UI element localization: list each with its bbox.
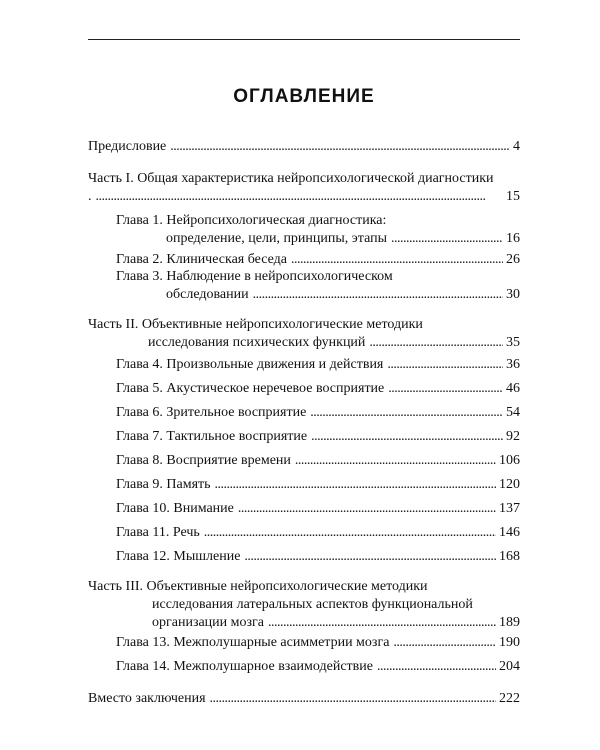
toc-entry-ch6[interactable] — [116, 404, 520, 422]
toc-entry-text: Глава 4. Произвольные движения и действия — [116, 357, 384, 372]
toc-entry-part2[interactable] — [148, 334, 520, 352]
toc-page-number: 137 — [499, 501, 520, 516]
toc-page-number: 106 — [499, 453, 520, 468]
toc-entry-ch9[interactable] — [116, 476, 520, 494]
leader-dots — [391, 230, 503, 248]
toc-entry-text: Глава 8. Восприятие времени — [116, 453, 291, 468]
toc-page-number: 204 — [499, 659, 520, 674]
toc-page-number: 46 — [506, 381, 520, 396]
leader-dots — [96, 188, 504, 206]
toc-entry-text: . — [88, 189, 92, 204]
leader-dots — [387, 356, 503, 374]
toc-part3-title[interactable]: Часть III. Объективные нейропсихологические методики — [88, 579, 428, 594]
leader-dots — [253, 286, 503, 304]
toc-page-number: 222 — [499, 691, 520, 706]
toc-page-number: 168 — [499, 549, 520, 564]
toc-page-number: 30 — [506, 287, 520, 302]
toc-entry-text: Глава 7. Тактильное восприятие — [116, 429, 308, 444]
toc-page-number: 189 — [499, 615, 520, 630]
toc-entry-text: Глава 10. Внимание — [116, 501, 234, 516]
toc-entry-part1[interactable] — [88, 188, 520, 206]
toc-entry-ch3[interactable] — [166, 286, 520, 304]
leader-dots — [204, 524, 496, 542]
leader-dots — [238, 500, 496, 518]
toc-entry-text: организации мозга — [152, 615, 265, 630]
leader-dots — [210, 690, 496, 708]
toc-entry-text: Глава 13. Межполушарные асимметрии мозга — [116, 635, 390, 650]
leader-dots — [393, 634, 496, 652]
toc-entry-text: Предисловие — [88, 139, 167, 154]
toc-entry-text: Глава 11. Речь — [116, 525, 200, 540]
leader-dots — [268, 614, 496, 632]
toc-entry-text: Глава 6. Зрительное восприятие — [116, 405, 307, 420]
toc-entry-ch7[interactable] — [116, 428, 520, 446]
toc-entry-ch14[interactable] — [116, 658, 520, 676]
toc-page-number: 92 — [506, 429, 520, 444]
toc-page-number: 4 — [513, 139, 520, 154]
leader-dots — [291, 251, 503, 269]
toc-entry-ch1[interactable] — [166, 230, 520, 248]
toc-page-number: 35 — [506, 335, 520, 350]
leader-dots — [369, 334, 503, 352]
toc-ch1-title[interactable]: Глава 1. Нейропсихологическая диагностика: — [116, 213, 387, 228]
toc-entry-text: Глава 5. Акустическое неречевое восприятие — [116, 381, 385, 396]
toc-page-number: 146 — [499, 525, 520, 540]
toc-entry-ch12[interactable] — [116, 548, 520, 566]
toc-part2-title[interactable]: Часть II. Объективные нейропсихологические методики — [88, 317, 423, 332]
toc-page-number: 36 — [506, 357, 520, 372]
toc-page-number: 190 — [499, 635, 520, 650]
toc-entry-ch4[interactable] — [116, 356, 520, 374]
toc-entry-ch5[interactable] — [116, 380, 520, 398]
toc-part3-title-cont[interactable]: исследования латеральных аспектов функциональной — [152, 597, 473, 612]
leader-dots — [311, 428, 503, 446]
toc-entry-ch11[interactable] — [116, 524, 520, 542]
toc-page-number: 54 — [506, 405, 520, 420]
toc-page-number: 26 — [506, 252, 520, 267]
page-title: ОГЛАВЛЕНИЕ — [233, 86, 375, 107]
toc-entry-text: исследования психических функций — [148, 335, 366, 350]
toc-page-number: 16 — [506, 231, 520, 246]
toc-entry-conclusion[interactable] — [88, 690, 520, 708]
leader-dots — [377, 658, 496, 676]
leader-dots — [295, 452, 496, 470]
toc-entry-preface[interactable] — [88, 138, 520, 156]
leader-dots — [170, 138, 510, 156]
toc-part1-title[interactable]: Часть I. Общая характеристика нейропсихологической диагностики — [88, 171, 494, 186]
toc-page-number: 15 — [506, 189, 520, 204]
toc-entry-ch8[interactable] — [116, 452, 520, 470]
toc-entry-ch10[interactable] — [116, 500, 520, 518]
leader-dots — [388, 380, 503, 398]
toc-entry-ch13[interactable] — [116, 634, 520, 652]
toc-entry-text: Глава 14. Межполушарное взаимодействие — [116, 659, 373, 674]
toc-entry-text: Глава 12. Мышление — [116, 549, 241, 564]
toc-entry-text: Глава 9. Память — [116, 477, 211, 492]
leader-dots — [310, 404, 503, 422]
toc-entry-text: обследовании — [166, 287, 249, 302]
toc-entry-text: определение, цели, принципы, этапы — [166, 231, 388, 246]
toc-ch3-title[interactable]: Глава 3. Наблюдение в нейропсихологическом — [116, 269, 393, 284]
toc-entry-part3[interactable] — [152, 614, 520, 632]
toc-entry-text: Глава 2. Клиническая беседа — [116, 252, 287, 267]
toc-entry-ch2[interactable] — [116, 251, 520, 269]
toc-entry-text: Вместо заключения — [88, 691, 206, 706]
leader-dots — [215, 476, 496, 494]
leader-dots — [244, 548, 496, 566]
toc-page-number: 120 — [499, 477, 520, 492]
